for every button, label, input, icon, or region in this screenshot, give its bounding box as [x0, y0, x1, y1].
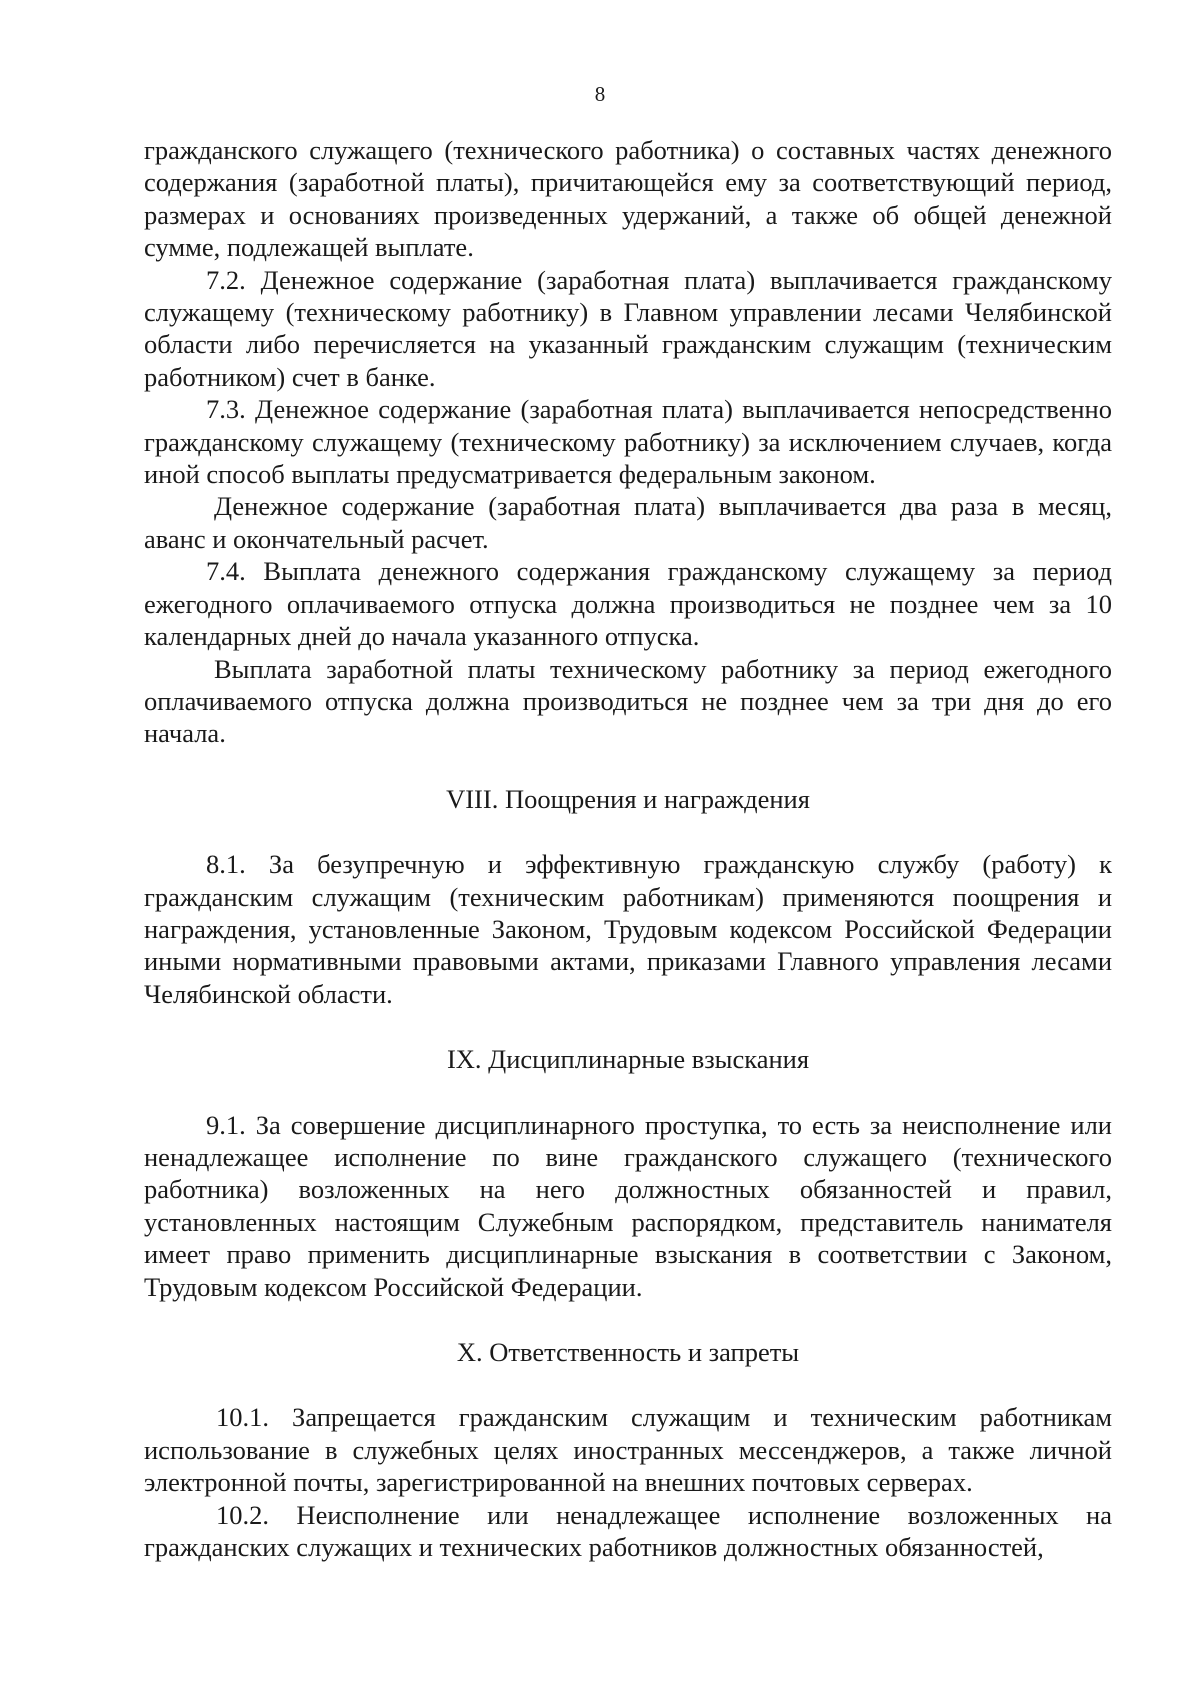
paragraph-payment-schedule: Денежное содержание (заработная плата) выплачивается два раза в месяц, аванс и окончательный расчет.: [144, 491, 1112, 554]
section-heading-10: X. Ответственность и запреты: [456, 1337, 800, 1367]
paragraph-technical-worker-payment: Выплата заработной платы техническому работнику за период ежегодного оплачиваемого отпуска должна производиться не позднее чем за три дня до его начала.: [144, 653, 1112, 749]
paragraph-10-2: 10.2. Неисполнение или ненадлежащее исполнение возложенных на гражданских служащих и технических работников должностных обязанностей,: [144, 1499, 1112, 1563]
paragraph-8-1: 8.1. За безупречную и эффективную гражданскую службу (работу) к гражданским служащим (техническим работникам) применяются поощрения и награждения, установленные Законом, Трудовым кодексом Российской Федерации иными нормативными правовыми актами, приказами Главного управления лесами Челябинской области.: [144, 849, 1112, 1009]
paragraph-continuation: гражданского служащего (технического работника) о составных частях денежного содержания (заработной платы), причитающейся ему за соответствующий период, размерах и основаниях произведенных удержаний, а также об общей денежной сумме, подлежащей выплате.: [144, 135, 1112, 263]
paragraph-7-2: 7.2. Денежное содержание (заработная плата) выплачивается гражданскому служащему (техническому работнику) в Главном управлении лесами Челябинской области либо перечисляется на указанный гражданским служащим (техническим работником) счет в банке.: [144, 264, 1112, 392]
section-heading-8: VIII. Поощрения и награждения: [446, 783, 810, 814]
document-body: [144, 134, 1112, 1563]
paragraph-7-3: 7.3. Денежное содержание (заработная плата) выплачивается непосредственно гражданскому служащему (техническому работнику) за исключением случаев, когда иной способ выплаты предусматривается федеральным законом.: [144, 394, 1112, 490]
page-number: 8: [594, 82, 606, 106]
paragraph-9-1: 9.1. За совершение дисциплинарного проступка, то есть за неисполнение или ненадлежащее исполнение по вине гражданского служащего (технического работника) возложенных на него должностных обязанностей и правил, установленных настоящим Служебным распорядком, представитель нанимателя имеет право применить дисциплинарные взыскания в соответствии с Законом, Трудовым кодексом Российской Федерации.: [144, 1109, 1112, 1302]
section-heading-9: IX. Дисциплинарные взыскания: [446, 1044, 810, 1075]
paragraph-7-4: 7.4. Выплата денежного содержания гражданскому служащему за период ежегодного оплачиваемого отпуска должна производиться не позднее чем за 10 календарных дней до начала указанного отпуска.: [144, 556, 1112, 652]
paragraph-10-1: 10.1. Запрещается гражданским служащим и техническим работникам использование в служебных целях иностранных мессенджеров, а также личной электронной почты, зарегистрированной на внешних почтовых серверах.: [144, 1402, 1112, 1498]
